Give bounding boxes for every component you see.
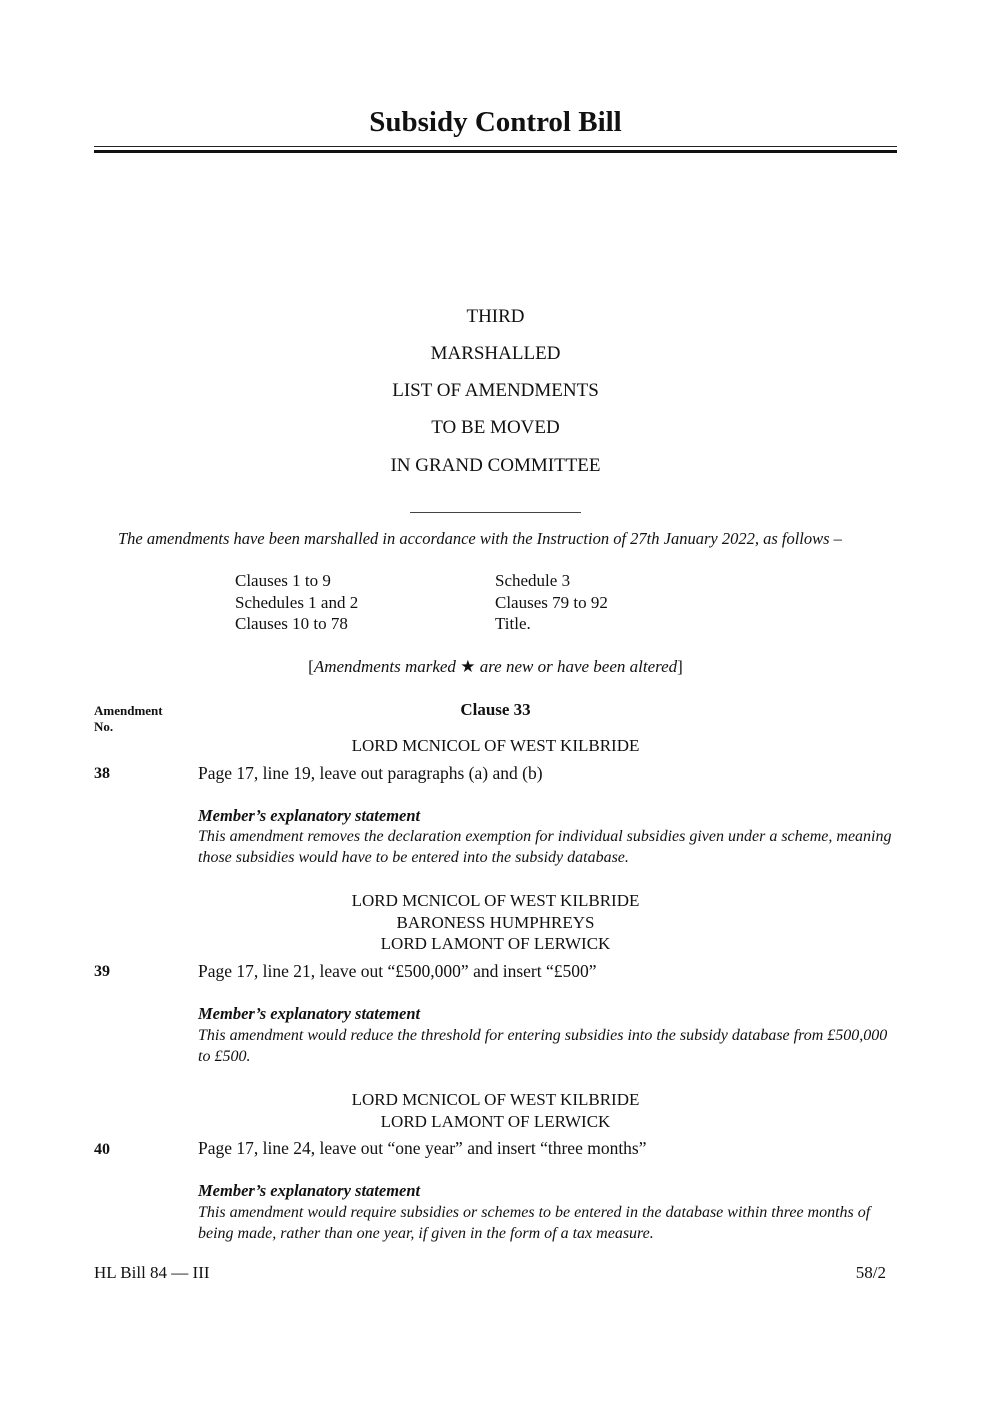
heading-line-3: LIST OF AMENDMENTS [392, 380, 599, 401]
label-line: Amendment [94, 703, 163, 718]
order-item: Title. [495, 614, 531, 633]
order-list-right [495, 570, 608, 635]
altered-note [0, 657, 991, 677]
page-reference: 58/2 [855, 1263, 886, 1282]
amendment-text: Page 17, line 24, leave out “one year” and insert “three months” [198, 1138, 647, 1158]
sponsor: LORD LAMONT OF LERWICK [380, 1111, 611, 1131]
sponsor: LORD MCNICOL OF WEST KILBRIDE [351, 1090, 640, 1109]
amendment-40-sponsors [94, 1089, 897, 1132]
heading-line-5: IN GRAND COMMITTEE [390, 455, 601, 476]
intro-paragraph: The amendments have been marshalled in accordance with the Instruction of 27th January 2022, as follows – [118, 529, 842, 548]
title-rule-thick [94, 150, 897, 153]
clause-heading: Clause 33 [460, 700, 531, 719]
amendment-number: 40 [94, 1141, 110, 1158]
note-text-before: Amendments marked [313, 657, 456, 676]
amendment-39-sponsors [94, 890, 897, 955]
explanatory-text: This amendment would require subsidies or schemes to be entered in the database within three months of being made, rather than one year, if given in the form of a tax measure. [198, 1204, 871, 1242]
section-divider [410, 512, 581, 513]
amendment-number: 38 [94, 765, 110, 782]
star-icon: ★ [460, 657, 476, 676]
heading-line-2: MARSHALLED [430, 343, 561, 364]
amendment-text: Page 17, line 19, leave out paragraphs (a) and (b) [198, 763, 543, 783]
order-item: Clauses 79 to 92 [495, 592, 608, 612]
explanatory-text: This amendment removes the declaration exemption for individual subsidies given under a scheme, meaning those subsidies would have to be entered into the subsidy database. [198, 828, 892, 866]
order-item: Schedules 1 and 2 [235, 592, 359, 612]
bill-reference: HL Bill 84 — III [94, 1263, 210, 1282]
heading-line-1: THIRD [466, 306, 525, 327]
heading-line-4: TO BE MOVED [431, 417, 560, 438]
note-text-after: are new or have been altered [479, 657, 678, 676]
sponsor: LORD MCNICOL OF WEST KILBRIDE [351, 891, 640, 910]
sponsor: LORD MCNICOL OF WEST KILBRIDE [351, 736, 640, 755]
order-item: Clauses 10 to 78 [235, 614, 348, 633]
bracket: [ [308, 657, 314, 676]
order-item: Schedule 3 [495, 571, 571, 590]
document-title: Subsidy Control Bill [369, 106, 622, 138]
sponsor: BARONESS HUMPHREYS [396, 912, 595, 932]
amendment-number: 39 [94, 963, 110, 980]
explanatory-title: Member’s explanatory statement [198, 806, 421, 825]
explanatory-title: Member’s explanatory statement [198, 1181, 421, 1200]
label-line: No. [94, 719, 114, 734]
bracket: ] [677, 657, 683, 676]
explanatory-text: This amendment would reduce the threshold for entering subsidies into the subsidy database from £500,000 to £500. [198, 1027, 888, 1065]
sponsor: LORD LAMONT OF LERWICK [380, 934, 611, 953]
title-rule-thin [94, 146, 897, 147]
amendment-38-sponsors [94, 735, 897, 757]
explanatory-title: Member’s explanatory statement [198, 1004, 421, 1023]
amendment-text: Page 17, line 21, leave out “£500,000” and insert “£500” [198, 961, 597, 981]
order-item: Clauses 1 to 9 [235, 571, 331, 590]
order-list-left [235, 570, 358, 635]
